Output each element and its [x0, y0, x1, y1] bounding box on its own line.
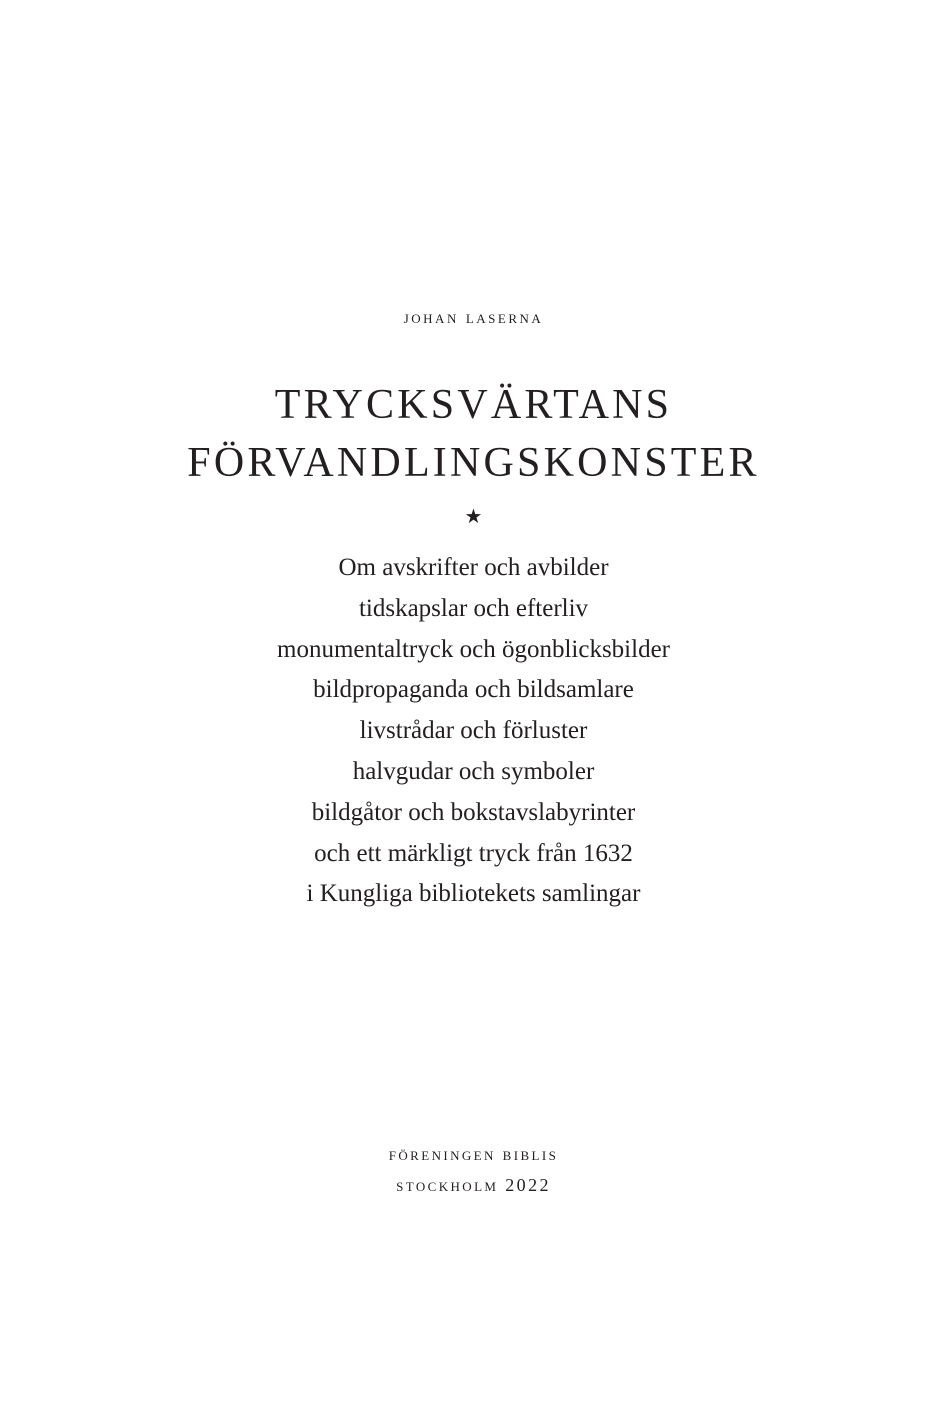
subtitle-line: livstrådar och förluster	[359, 717, 588, 745]
subtitle-line: bildpropaganda och bildsamlare	[313, 676, 634, 704]
subtitle-line: monumentaltryck och ögonblicksbilder	[277, 635, 670, 663]
subtitle-line: i Kungliga bibliotekets samlingar	[306, 880, 641, 908]
star-ornament-icon: ★	[464, 504, 483, 528]
author-name: johan laserna	[403, 307, 544, 327]
subtitle-line: tidskapslar och efterliv	[358, 594, 589, 622]
book-title	[0, 376, 947, 492]
subtitle-line: halvgudar och symboler	[352, 757, 595, 785]
book-title-line-2: FÖRVANDLINGSKONSTER	[187, 440, 760, 486]
book-title-line-1: TRYCKSVÄRTANS	[274, 382, 673, 428]
publisher-name: föreningen biblis	[388, 1144, 559, 1164]
publisher-place-year: stockholm 2022	[396, 1175, 551, 1195]
subtitle-line: bildgåtor och bokstavslabyrinter	[311, 798, 636, 826]
publisher-imprint	[0, 1139, 947, 1201]
subtitle-line: Om avskrifter och avbilder	[338, 554, 609, 581]
subtitle-list	[0, 548, 947, 915]
subtitle-line: och ett märkligt tryck från 1632	[314, 839, 633, 867]
